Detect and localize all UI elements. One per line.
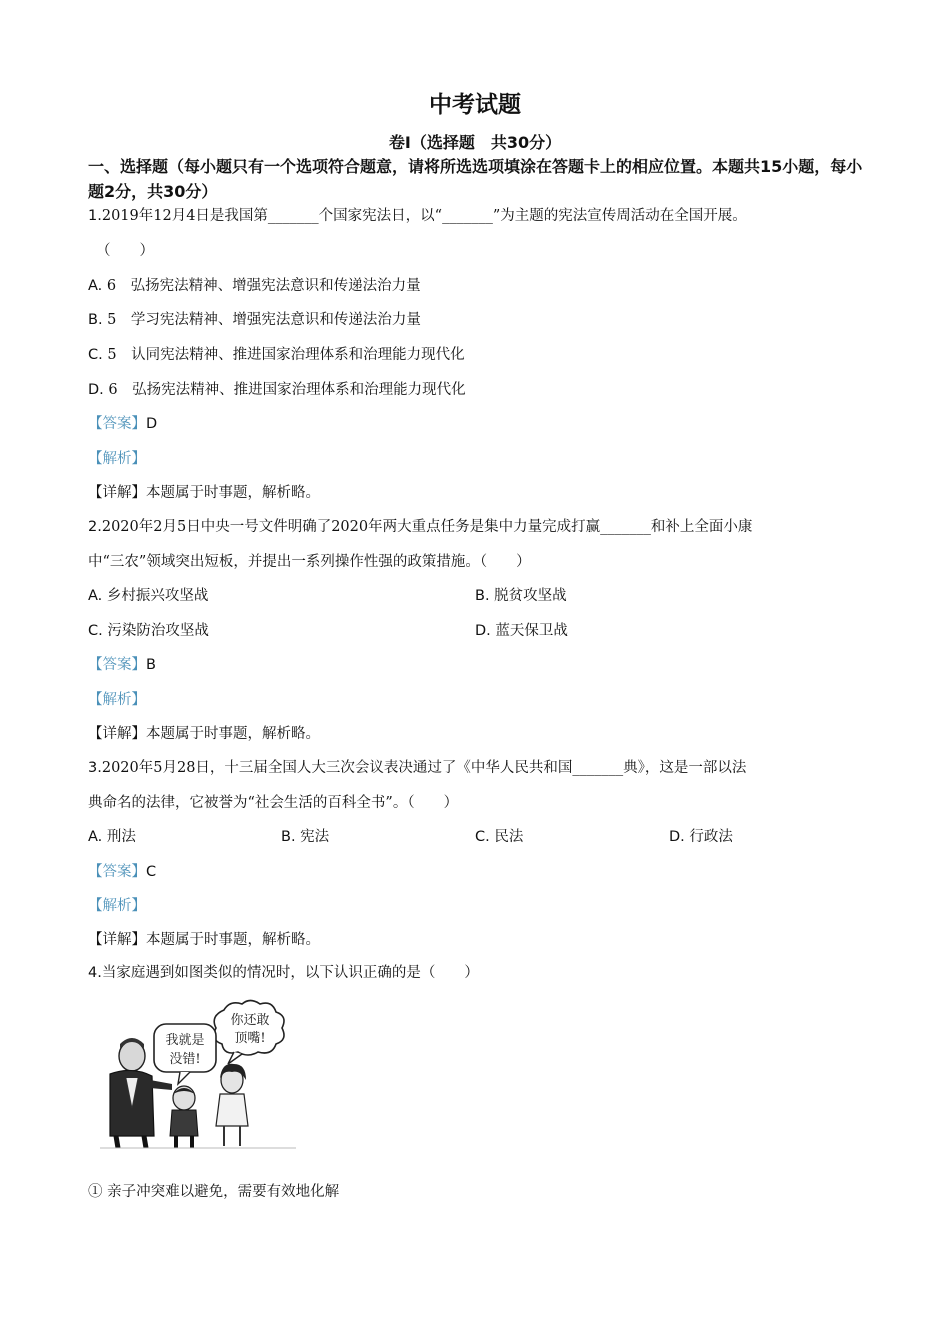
answer-value: C	[146, 864, 157, 880]
q1-option-a	[88, 276, 421, 296]
option-letter: B.	[281, 829, 296, 845]
speech-bubble-left	[154, 1024, 216, 1084]
q2-detail: 【详解】本题属于时事题，解析略。	[88, 726, 320, 742]
option-text: 蓝天保卫战	[495, 623, 568, 639]
option-letter: D.	[475, 623, 491, 639]
q3-option-d	[669, 827, 733, 847]
option-letter: B.	[88, 312, 103, 328]
option-letter: A.	[88, 588, 103, 604]
family-conflict-cartoon	[96, 998, 316, 1150]
option-letter: C.	[475, 829, 490, 845]
option-letter: A.	[88, 829, 103, 845]
option-text: 污染防治攻坚战	[107, 623, 209, 639]
q1-option-b	[88, 310, 421, 330]
option-text: 6 弘扬宪法精神、增强宪法意识和传递法治力量	[106, 278, 421, 294]
bubble-right-line1: 你还敢	[230, 1013, 270, 1028]
answer-value: D	[146, 416, 158, 432]
answer-tag: 【答案】	[88, 657, 146, 673]
q4-stem-text1: 当家庭遇到如图类似的情况时，以下认识正确的是（ ）	[101, 965, 479, 981]
q4-number: 4.	[88, 965, 102, 981]
q3-detail: 【详解】本题属于时事题，解析略。	[88, 932, 320, 948]
option-text: 民法	[494, 829, 524, 845]
q3-analysis-tag: 【解析】	[88, 898, 146, 914]
q3-number: 3.	[88, 760, 102, 776]
bubble-left-line1: 我就是	[165, 1033, 205, 1048]
answer-tag: 【答案】	[88, 864, 146, 880]
q3-stem-text1: 2020年5月28日，十三届全国人大三次会议表决通过了《中华人民共和国_______典》，这是一部以法	[101, 760, 747, 776]
speech-bubble-right	[214, 1001, 284, 1065]
bubble-left-line2: 没错!	[169, 1052, 201, 1067]
option-letter: B.	[475, 588, 490, 604]
option-text: 5 学习宪法精神、增强宪法意识和传递法治力量	[107, 312, 421, 328]
option-text: 乡村振兴攻坚战	[106, 588, 209, 604]
q3-option-a	[88, 827, 136, 847]
answer-tag: 【答案】	[88, 416, 146, 432]
q2-option-a	[88, 586, 208, 606]
q2-analysis-tag: 【解析】	[88, 692, 146, 708]
q1-stem-line2: （ ）	[96, 243, 154, 259]
q4-item-1: ① 亲子冲突难以避免，需要有效地化解	[88, 1184, 340, 1200]
q3-stem-line1	[88, 758, 746, 778]
option-text: 宪法	[300, 829, 330, 845]
option-text: 行政法	[689, 829, 733, 845]
q1-analysis-tag: 【解析】	[88, 451, 146, 467]
q3-answer	[88, 862, 156, 882]
q3-option-c	[475, 827, 523, 847]
q2-answer	[88, 655, 156, 675]
q1-answer	[88, 414, 157, 434]
q1-option-c	[88, 345, 465, 365]
option-letter: C.	[88, 347, 103, 363]
q4-stem-line1	[88, 963, 479, 983]
q2-stem-text1: 2020年2月5日中央一号文件明确了2020年两大重点任务是集中力量完成打赢_______和补上全面小康	[101, 519, 753, 535]
q2-option-c	[88, 621, 209, 641]
option-letter: A.	[88, 278, 103, 294]
page-title: 中考试题	[429, 92, 521, 118]
q2-number: 2.	[88, 519, 102, 535]
answer-value: B	[146, 657, 156, 673]
q3-option-b	[281, 827, 329, 847]
q2-stem-line2: 中“三农”领域突出短板，并提出一系列操作性强的政策措施。（ ）	[88, 554, 531, 570]
option-text: 6 弘扬宪法精神、推进国家治理体系和治理能力现代化	[108, 382, 466, 398]
mother-figure	[216, 1064, 248, 1146]
option-text: 脱贫攻坚战	[494, 588, 567, 604]
q2-stem-line1	[88, 517, 752, 537]
q2-option-b	[475, 586, 567, 606]
option-text: 5 认同宪法精神、推进国家治理体系和治理能力现代化	[107, 347, 465, 363]
q1-option-d	[88, 380, 466, 400]
q1-stem-text1: 2019年12月4日是我国第_______个国家宪法日，以“_______”为主题的宪法宣传周活动在全国开展。	[101, 208, 747, 224]
paper-subtitle: 卷Ⅰ（选择题 共30分）	[388, 133, 562, 152]
q2-option-d	[475, 621, 568, 641]
q1-stem-line1	[88, 206, 747, 226]
child-figure	[170, 1086, 198, 1148]
option-text: 刑法	[106, 829, 136, 845]
option-letter: D.	[88, 382, 104, 398]
q1-detail: 【详解】本题属于时事题，解析略。	[88, 485, 320, 501]
bubble-right-line2: 顶嘴!	[234, 1031, 266, 1046]
option-letter: C.	[88, 623, 103, 639]
q1-number: 1.	[88, 208, 102, 224]
section-heading: 一、选择题（每小题只有一个选项符合题意，请将所选选项填涂在答题卡上的相应位置。本题共15小题，每小题2分，共30分）	[88, 157, 863, 201]
q3-stem-line2: 典命名的法律，它被誉为“社会生活的百科全书”。（ ）	[88, 795, 459, 811]
option-letter: D.	[669, 829, 685, 845]
